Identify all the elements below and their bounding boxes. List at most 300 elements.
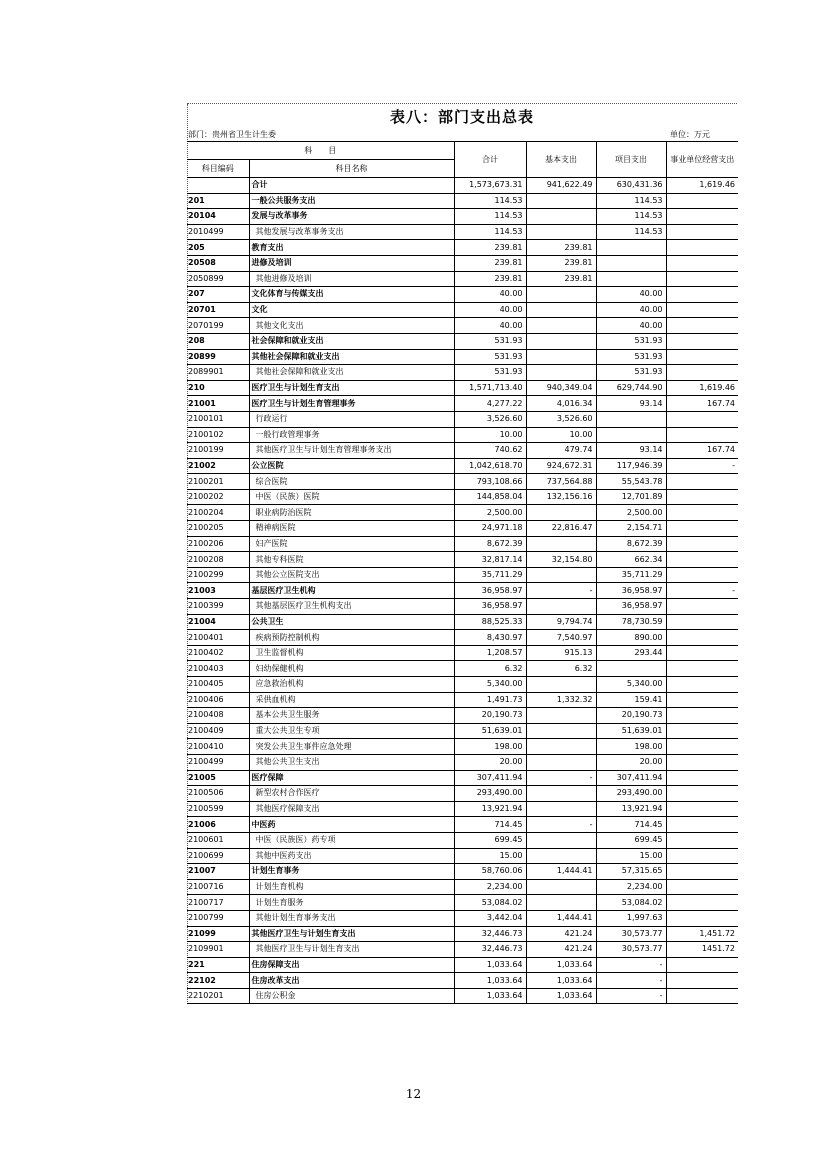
table-row [187, 692, 738, 708]
row-code: 21003 [187, 583, 249, 599]
row-project [596, 427, 666, 443]
row-basic [526, 786, 596, 802]
row-project: 36,958.97 [596, 599, 666, 615]
row-project [596, 271, 666, 287]
row-business [666, 988, 738, 1004]
row-project: - [596, 988, 666, 1004]
row-total: 20.00 [454, 754, 526, 770]
row-name: 卫生监督机构 [249, 645, 454, 661]
row-business [666, 240, 738, 256]
row-name: 综合医院 [249, 474, 454, 490]
row-name: 中医（民族）医院 [249, 489, 454, 505]
row-code: 221 [187, 957, 249, 973]
row-code: 2100202 [187, 489, 249, 505]
row-name: 教育支出 [249, 240, 454, 256]
row-business [666, 973, 738, 989]
business-header [666, 142, 738, 178]
row-total: 8,430.97 [454, 630, 526, 646]
row-code: 2100601 [187, 832, 249, 848]
row-total: 3,526.60 [454, 411, 526, 427]
table-row [187, 333, 738, 349]
total-header: 合计 [454, 142, 526, 178]
row-basic: 479.74 [526, 443, 596, 459]
row-business [666, 677, 738, 693]
row-business [666, 567, 738, 583]
row-total: 20,190.73 [454, 708, 526, 724]
table-row [187, 910, 738, 926]
row-business [666, 474, 738, 490]
row-name: 社会保障和就业支出 [249, 333, 454, 349]
table-row [187, 458, 738, 474]
row-total: 1,573,673.31 [454, 178, 526, 194]
table-row [187, 271, 738, 287]
table-row [187, 552, 738, 568]
row-total: 32,446.73 [454, 942, 526, 958]
row-basic: 7,540.97 [526, 630, 596, 646]
table-row [187, 895, 738, 911]
row-name: 医疗卫生与计划生育支出 [249, 380, 454, 396]
row-project: 2,154.71 [596, 521, 666, 537]
row-business [666, 224, 738, 240]
table-row [187, 396, 738, 412]
row-business [666, 614, 738, 630]
row-code: 2100206 [187, 536, 249, 552]
row-basic: - [526, 583, 596, 599]
row-name: 妇幼保健机构 [249, 661, 454, 677]
row-total: 88,525.33 [454, 614, 526, 630]
row-business [666, 786, 738, 802]
row-name: 疾病预防控制机构 [249, 630, 454, 646]
row-business [666, 801, 738, 817]
row-project: 78,730.59 [596, 614, 666, 630]
row-business [666, 318, 738, 334]
row-business [666, 692, 738, 708]
row-business [666, 411, 738, 427]
table-row [187, 411, 738, 427]
row-project [596, 411, 666, 427]
row-project: 1,997.63 [596, 910, 666, 926]
row-code: 21001 [187, 396, 249, 412]
row-basic [526, 879, 596, 895]
row-code: 2100499 [187, 754, 249, 770]
row-name: 计划生育服务 [249, 895, 454, 911]
business-header-text: 事业单位经营支出 [670, 154, 735, 164]
row-business: 1451.72 [666, 942, 738, 958]
row-project: 198.00 [596, 739, 666, 755]
row-total: 36,958.97 [454, 583, 526, 599]
table-row [187, 988, 738, 1004]
table-row [187, 349, 738, 365]
table-row [187, 786, 738, 802]
row-project: 40.00 [596, 302, 666, 318]
row-basic: 1,332.32 [526, 692, 596, 708]
table-row [187, 942, 738, 958]
row-code: 208 [187, 333, 249, 349]
row-project: 12,701.89 [596, 489, 666, 505]
row-project: 2,234.00 [596, 879, 666, 895]
row-code: 21099 [187, 926, 249, 942]
expenditure-table [187, 141, 738, 1004]
table-row [187, 380, 738, 396]
row-name: 其他发展与改革事务支出 [249, 224, 454, 240]
row-basic: 239.81 [526, 240, 596, 256]
row-code: 207 [187, 287, 249, 303]
row-code: 2100405 [187, 677, 249, 693]
row-project: 293.44 [596, 645, 666, 661]
table-row [187, 708, 738, 724]
table-row [187, 505, 738, 521]
row-name: 其他社会保障和就业支出 [249, 349, 454, 365]
row-project: 114.53 [596, 224, 666, 240]
row-total: 6.32 [454, 661, 526, 677]
row-name: 应急救治机构 [249, 677, 454, 693]
row-project: 35,711.29 [596, 567, 666, 583]
row-name: 其他专科医院 [249, 552, 454, 568]
row-code: 20899 [187, 349, 249, 365]
row-project: 20,190.73 [596, 708, 666, 724]
row-name: 其他医疗保障支出 [249, 801, 454, 817]
row-business [666, 427, 738, 443]
row-name: 精神病医院 [249, 521, 454, 537]
row-business [666, 723, 738, 739]
row-project: 30,573.77 [596, 926, 666, 942]
table-row [187, 957, 738, 973]
row-code: 21004 [187, 614, 249, 630]
row-total: 1,571,713.40 [454, 380, 526, 396]
row-total: 531.93 [454, 333, 526, 349]
row-project: 5,340.00 [596, 677, 666, 693]
row-business [666, 708, 738, 724]
row-name: 住房改革支出 [249, 973, 454, 989]
row-total: 144,858.04 [454, 489, 526, 505]
row-total: 35,711.29 [454, 567, 526, 583]
row-total: 10.00 [454, 427, 526, 443]
row-total: 13,921.94 [454, 801, 526, 817]
row-basic: 10.00 [526, 427, 596, 443]
row-name: 进修及培训 [249, 255, 454, 271]
row-name: 医疗卫生与计划生育管理事务 [249, 396, 454, 412]
row-basic [526, 895, 596, 911]
row-basic: - [526, 770, 596, 786]
row-basic: 32,154.80 [526, 552, 596, 568]
row-code: 20701 [187, 302, 249, 318]
row-business: - [666, 458, 738, 474]
row-business [666, 349, 738, 365]
row-total: 5,340.00 [454, 677, 526, 693]
row-business [666, 505, 738, 521]
row-basic [526, 848, 596, 864]
row-basic: 940,349.04 [526, 380, 596, 396]
row-name: 重大公共卫生专项 [249, 723, 454, 739]
row-project: 890.00 [596, 630, 666, 646]
row-code: 2109901 [187, 942, 249, 958]
row-project: 117,946.39 [596, 458, 666, 474]
row-business [666, 645, 738, 661]
row-total: 40.00 [454, 287, 526, 303]
row-name: 住房公积金 [249, 988, 454, 1004]
row-business [666, 287, 738, 303]
table-row [187, 848, 738, 864]
row-basic [526, 567, 596, 583]
row-project: 531.93 [596, 365, 666, 381]
row-basic [526, 302, 596, 318]
row-name: 住房保障支出 [249, 957, 454, 973]
row-basic: 1,033.64 [526, 973, 596, 989]
row-basic [526, 723, 596, 739]
row-business [666, 521, 738, 537]
row-project: 662.34 [596, 552, 666, 568]
row-project: 630,431.36 [596, 178, 666, 194]
row-code: 20508 [187, 255, 249, 271]
table-row [187, 365, 738, 381]
unit-label: 单位：万元 [670, 130, 710, 139]
row-project: 55,543.78 [596, 474, 666, 490]
row-code: 2089901 [187, 365, 249, 381]
row-code: 20104 [187, 209, 249, 225]
row-basic [526, 287, 596, 303]
row-project: 114.53 [596, 209, 666, 225]
row-name: 其他中医药支出 [249, 848, 454, 864]
row-code: 2100399 [187, 599, 249, 615]
row-basic [526, 536, 596, 552]
row-total: 714.45 [454, 817, 526, 833]
row-project: 40.00 [596, 318, 666, 334]
row-business [666, 365, 738, 381]
row-name: 公立医院 [249, 458, 454, 474]
row-total: 1,208.57 [454, 645, 526, 661]
row-basic [526, 754, 596, 770]
row-code: 2100406 [187, 692, 249, 708]
row-business [666, 879, 738, 895]
row-basic: 924,672.31 [526, 458, 596, 474]
row-name: 其他公立医院支出 [249, 567, 454, 583]
row-basic: 737,564.88 [526, 474, 596, 490]
basic-header: 基本支出 [526, 142, 596, 178]
row-total: 36,958.97 [454, 599, 526, 615]
row-basic [526, 318, 596, 334]
row-project: 53,084.02 [596, 895, 666, 911]
row-name: 公共卫生 [249, 614, 454, 630]
row-total: 239.81 [454, 271, 526, 287]
row-project: 531.93 [596, 349, 666, 365]
table-row [187, 677, 738, 693]
row-basic: 1,033.64 [526, 957, 596, 973]
row-code: 21005 [187, 770, 249, 786]
row-basic: 1,444.41 [526, 864, 596, 880]
table-row [187, 302, 738, 318]
row-code: 2100699 [187, 848, 249, 864]
row-code: 21006 [187, 817, 249, 833]
row-project: - [596, 973, 666, 989]
table-row [187, 224, 738, 240]
row-business [666, 630, 738, 646]
row-basic: 239.81 [526, 271, 596, 287]
row-project: 159.41 [596, 692, 666, 708]
row-total: 307,411.94 [454, 770, 526, 786]
row-total: 740.62 [454, 443, 526, 459]
row-code [187, 178, 249, 194]
row-name: 文化体育与传媒支出 [249, 287, 454, 303]
row-total: 114.53 [454, 224, 526, 240]
row-code: 2210201 [187, 988, 249, 1004]
row-total: 32,446.73 [454, 926, 526, 942]
row-basic: 132,156.16 [526, 489, 596, 505]
row-code: 2100717 [187, 895, 249, 911]
row-business [666, 895, 738, 911]
table-row [187, 255, 738, 271]
row-basic: 421.24 [526, 942, 596, 958]
row-code: 2100204 [187, 505, 249, 521]
row-business [666, 489, 738, 505]
row-basic: 239.81 [526, 255, 596, 271]
table-row [187, 567, 738, 583]
row-business [666, 599, 738, 615]
row-basic: 941,622.49 [526, 178, 596, 194]
table-row [187, 739, 738, 755]
row-basic [526, 224, 596, 240]
row-basic: 4,016.34 [526, 396, 596, 412]
row-code: 2050899 [187, 271, 249, 287]
row-business [666, 832, 738, 848]
row-basic [526, 365, 596, 381]
row-total: 1,491.73 [454, 692, 526, 708]
row-basic: 22,816.47 [526, 521, 596, 537]
row-code: 2100403 [187, 661, 249, 677]
row-project: 93.14 [596, 443, 666, 459]
row-total: 40.00 [454, 302, 526, 318]
row-basic [526, 505, 596, 521]
row-code: 2100599 [187, 801, 249, 817]
row-basic: 6.32 [526, 661, 596, 677]
row-total: 531.93 [454, 349, 526, 365]
table-row [187, 193, 738, 209]
table-row [187, 754, 738, 770]
row-project [596, 255, 666, 271]
row-name: 计划生育机构 [249, 879, 454, 895]
row-total: 3,442.04 [454, 910, 526, 926]
row-total: 793,108.66 [454, 474, 526, 490]
row-code: 2100410 [187, 739, 249, 755]
row-total: 1,033.64 [454, 973, 526, 989]
row-name: 其他医疗卫生与计划生育管理事务支出 [249, 443, 454, 459]
row-total: 40.00 [454, 318, 526, 334]
row-project [596, 661, 666, 677]
table-row [187, 318, 738, 334]
row-project: 714.45 [596, 817, 666, 833]
row-code: 2100401 [187, 630, 249, 646]
row-total: 8,672.39 [454, 536, 526, 552]
row-name: 医疗保障 [249, 770, 454, 786]
row-business [666, 910, 738, 926]
row-project: 629,744.90 [596, 380, 666, 396]
row-basic [526, 349, 596, 365]
row-basic: 421.24 [526, 926, 596, 942]
row-name: 行政运行 [249, 411, 454, 427]
row-code: 2100506 [187, 786, 249, 802]
row-project: 40.00 [596, 287, 666, 303]
table-row [187, 536, 738, 552]
row-business [666, 770, 738, 786]
page-number: 12 [405, 1087, 422, 1101]
row-name: 其他医疗卫生与计划生育支出 [249, 942, 454, 958]
row-code: 2100201 [187, 474, 249, 490]
row-total: 198.00 [454, 739, 526, 755]
row-total: 24,971.18 [454, 521, 526, 537]
row-code: 21007 [187, 864, 249, 880]
row-code: 2100102 [187, 427, 249, 443]
row-code: 2100299 [187, 567, 249, 583]
row-code: 2070199 [187, 318, 249, 334]
row-basic: 1,033.64 [526, 988, 596, 1004]
project-header: 项目支出 [596, 142, 666, 178]
table-row [187, 240, 738, 256]
row-project: 93.14 [596, 396, 666, 412]
table-row [187, 723, 738, 739]
row-business [666, 754, 738, 770]
table-row [187, 832, 738, 848]
table-row [187, 630, 738, 646]
row-total: 1,042,618.70 [454, 458, 526, 474]
row-project: 531.93 [596, 333, 666, 349]
row-name: 突发公共卫生事件应急处理 [249, 739, 454, 755]
row-business: 1,451.72 [666, 926, 738, 942]
row-project: 51,639.01 [596, 723, 666, 739]
row-total: 32,817.14 [454, 552, 526, 568]
row-project: 114.53 [596, 193, 666, 209]
table-row [187, 645, 738, 661]
row-name: 其他进修及培训 [249, 271, 454, 287]
row-basic: 1,444.41 [526, 910, 596, 926]
table-row [187, 178, 738, 194]
row-business: 1,619.46 [666, 380, 738, 396]
row-name: 一般行政管理事务 [249, 427, 454, 443]
row-code: 2100799 [187, 910, 249, 926]
row-name: 中医（民族医）药专项 [249, 832, 454, 848]
row-total: 531.93 [454, 365, 526, 381]
row-code: 21002 [187, 458, 249, 474]
row-name: 基层医疗卫生机构 [249, 583, 454, 599]
row-code: 2010499 [187, 224, 249, 240]
row-total: 239.81 [454, 240, 526, 256]
row-total: 51,639.01 [454, 723, 526, 739]
row-project: 30,573.77 [596, 942, 666, 958]
row-name: 妇产医院 [249, 536, 454, 552]
department-label: 部门：贵州省卫生计生委 [188, 130, 276, 139]
name-header: 科目名称 [249, 160, 454, 178]
row-project: 13,921.94 [596, 801, 666, 817]
row-name: 合计 [249, 178, 454, 194]
row-name: 采供血机构 [249, 692, 454, 708]
row-business [666, 739, 738, 755]
row-name: 计划生育事务 [249, 864, 454, 880]
row-code: 2100205 [187, 521, 249, 537]
row-code: 22102 [187, 973, 249, 989]
row-code: 2100408 [187, 708, 249, 724]
table-row [187, 661, 738, 677]
row-name: 其他医疗卫生与计划生育支出 [249, 926, 454, 942]
row-total: 15.00 [454, 848, 526, 864]
row-project: 8,672.39 [596, 536, 666, 552]
row-basic [526, 801, 596, 817]
row-business: - [666, 583, 738, 599]
row-total: 58,760.06 [454, 864, 526, 880]
row-name: 文化 [249, 302, 454, 318]
table-row [187, 614, 738, 630]
table-row [187, 879, 738, 895]
table-row [187, 770, 738, 786]
row-basic [526, 193, 596, 209]
row-business [666, 302, 738, 318]
